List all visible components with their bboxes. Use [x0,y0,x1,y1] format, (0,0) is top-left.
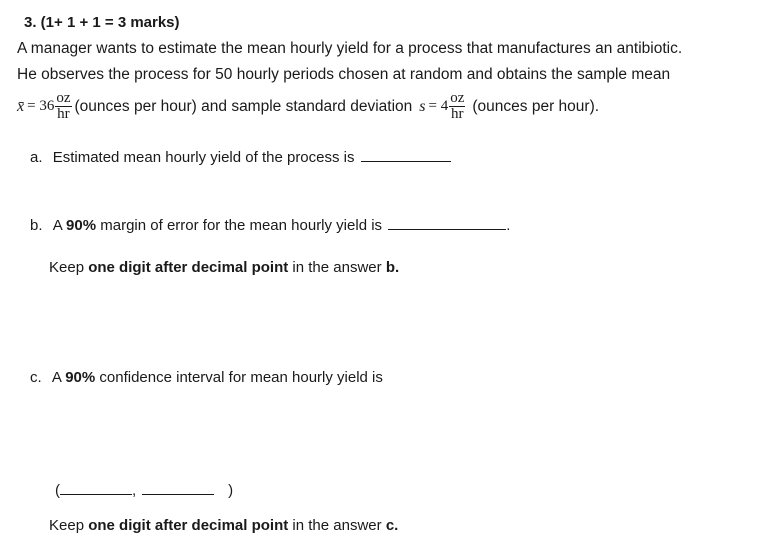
interval-comma: , [132,482,137,499]
mean-value: = 36 [27,98,55,114]
note-bold: one digit after decimal point [88,259,289,276]
note-letter: c. [385,517,399,534]
part-c-text-post: confidence interval for mean hourly yield is [99,369,383,386]
s-symbol: s [419,97,426,115]
lower-bound-blank[interactable] [60,480,132,495]
question-header: 3. (1+ 1 + 1 = 3 marks) [24,14,180,31]
note-bold: one digit after decimal point [88,517,289,534]
fraction-numerator: oz [450,90,465,106]
part-c [30,369,383,386]
part-b-percent: 90% [66,217,97,234]
note-pre: Keep [49,259,85,276]
sd-unit-fraction [449,91,465,122]
part-b-text-post: margin of error for the mean hourly yield is [100,217,383,234]
question-line-3 [17,91,599,122]
mean-unit-fraction [55,91,71,122]
interval-open-paren: ( [55,482,60,499]
note-letter: b. [385,259,400,276]
part-a-answer-blank[interactable] [361,147,451,162]
part-b-label: b. [30,217,43,234]
part-b [30,215,510,234]
part-c-label: c. [30,369,42,386]
part-a [30,147,451,166]
sd-value: = 4 [428,98,449,114]
fraction-denominator: hr [57,106,70,122]
part-b-note [49,259,399,276]
note-pre: Keep [49,517,85,534]
part-c-note [49,517,398,534]
part-c-percent: 90% [65,369,96,386]
note-mid: in the answer [292,517,382,534]
fraction-numerator: oz [56,90,71,106]
confidence-interval-answer [55,480,233,499]
upper-bound-blank[interactable] [142,480,214,495]
note-mid: in the answer [292,259,382,276]
interval-close-paren: ) [228,482,234,499]
part-b-text-pre: A [52,217,62,234]
part-b-end: . [506,217,511,234]
part-b-answer-blank[interactable] [388,215,506,230]
part-a-text: Estimated mean hourly yield of the process is [52,149,355,166]
part-c-text-pre: A [51,369,62,386]
fraction-denominator: hr [451,106,464,122]
question-line-1: A manager wants to estimate the mean hourly yield for a process that manufactures an antibiotic. [17,40,683,57]
xbar-symbol: x̄ [17,97,25,115]
unit-text-2: (ounces per hour). [472,97,600,115]
part-a-label: a. [30,149,43,166]
unit-text: (ounces per hour) and sample standard deviation [74,97,413,115]
question-line-2: He observes the process for 50 hourly periods chosen at random and obtains the sample mean [17,66,671,83]
